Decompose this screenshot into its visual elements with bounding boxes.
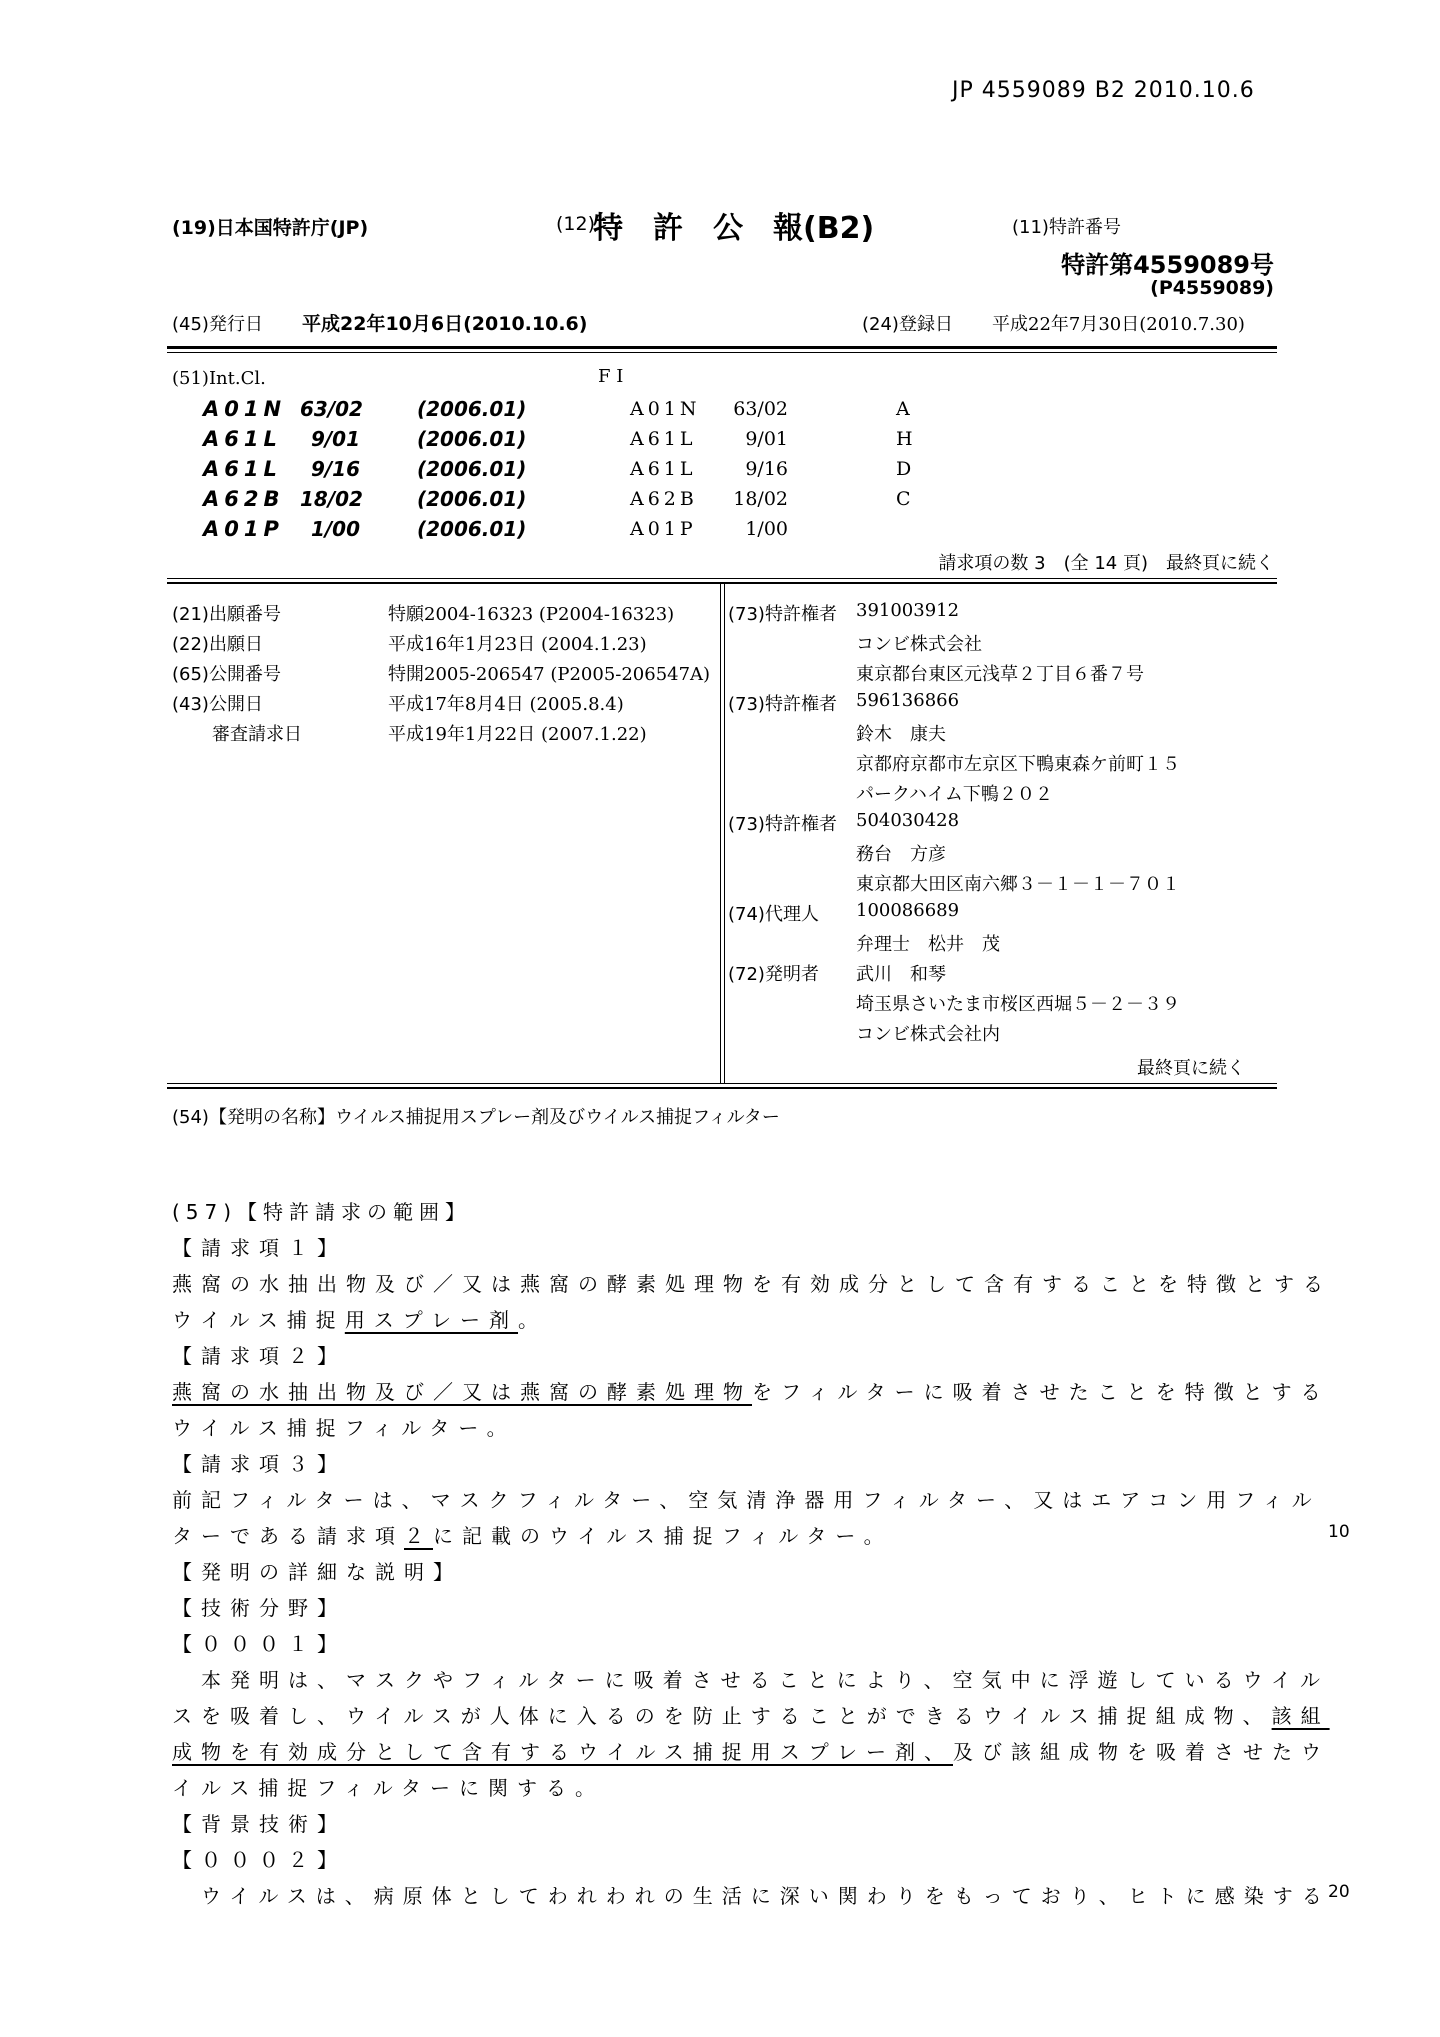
- body-text-underlined: 該組: [1271, 1704, 1330, 1728]
- field-value: 504030428: [856, 810, 960, 831]
- field-value: 武川 和琴: [856, 964, 946, 985]
- patent-number-label: (11)特許番号: [1012, 217, 1121, 238]
- field-value: 平成17年8月4日 (2005.8.4): [388, 694, 624, 715]
- patent-number: 特許第4559089号: [1061, 251, 1274, 279]
- field-label: (43)公開日: [172, 694, 263, 715]
- body-line: 燕窩の水抽出物及び／又は燕窩の酵素処理物を有効成分として含有することを特徴とする: [172, 1272, 1332, 1296]
- body-line: 【０００１】: [172, 1632, 346, 1656]
- body-line: [172, 1376, 1330, 1405]
- kind-number: (12): [556, 213, 596, 235]
- ipc-group: 63/02: [300, 397, 363, 421]
- field-label: (21)出願番号: [172, 604, 281, 625]
- field-value: 596136866: [856, 690, 960, 711]
- fi-group: 18/02: [733, 488, 788, 510]
- header-rule-thick: [167, 346, 1277, 349]
- intcl-label: (51)Int.Cl.: [172, 368, 266, 389]
- field-value: 鈴木 康夫: [856, 724, 946, 745]
- field-value: コンビ株式会社: [856, 634, 982, 655]
- document-id: JP 4559089 B2 2010.10.6: [952, 78, 1255, 103]
- body-text-underlined: 用スプレー剤: [344, 1308, 519, 1332]
- fi-tag: H: [896, 428, 913, 450]
- fi-code: A01P: [630, 518, 697, 540]
- ipc-version: (2006.01): [417, 517, 527, 541]
- body-text: スを吸着し、ウイルスが人体に入るのを防止することができるウイルス捕捉組成物、: [172, 1704, 1272, 1728]
- field-value: 東京都台東区元浅草２丁目６番７号: [856, 664, 1144, 685]
- invention-title: (54)【発明の名称】ウイルス捕捉用スプレー剤及びウイルス捕捉フィルター: [172, 1107, 780, 1128]
- fi-code: A01N: [630, 398, 701, 420]
- body-line: [172, 1304, 547, 1333]
- ipc-code: A61L: [203, 457, 282, 481]
- fi-group: 1/00: [745, 518, 788, 540]
- ipc-version: (2006.01): [417, 397, 527, 421]
- body-text: ウイルス捕捉: [172, 1308, 345, 1332]
- body-line: 【０００２】: [172, 1848, 346, 1872]
- fi-code: A62B: [630, 488, 698, 510]
- biblio-divider-2: [724, 584, 725, 1084]
- document-kind-title: 特 許 公 報(B2): [593, 211, 875, 246]
- biblio-continued: 最終頁に続く: [1137, 1058, 1245, 1079]
- field-value: 東京都大田区南六郷３－１－１－７０１: [856, 874, 1180, 895]
- body-line: イルス捕捉フィルターに関する。: [172, 1776, 604, 1800]
- ipc-group: 9/16: [310, 457, 360, 481]
- body-line: 【技術分野】: [172, 1596, 346, 1620]
- field-value: 平成19年1月22日 (2007.1.22): [388, 724, 647, 745]
- body-text: 及び該組成物を吸着させたウ: [953, 1740, 1330, 1764]
- body-text: 。: [518, 1308, 548, 1332]
- field-label: (65)公開番号: [172, 664, 281, 685]
- body-line: (57)【特許請求の範囲】: [172, 1200, 472, 1224]
- body-line: 【請求項２】: [172, 1344, 346, 1368]
- field-value: 京都府京都市左京区下鴨東森ケ前町１５: [856, 754, 1180, 775]
- body-text: をフィルターに吸着させたことを特徴とする: [752, 1380, 1330, 1404]
- biblio-divider-1: [720, 584, 721, 1084]
- body-line: ウイルスは、病原体としてわれわれの生活に深い関わりをもっており、ヒトに感染する: [172, 1884, 1331, 1908]
- body-text: ターである請求項: [172, 1524, 404, 1548]
- ipc-group: 1/00: [310, 517, 360, 541]
- issue-date-label: (45)発行日: [172, 314, 263, 335]
- fi-tag: A: [896, 398, 910, 420]
- body-line: [172, 1700, 1330, 1729]
- ipc-version: (2006.01): [417, 427, 527, 451]
- biblio-rule-top-2: [167, 582, 1277, 584]
- fi-group: 9/01: [745, 428, 788, 450]
- ipc-group: 18/02: [300, 487, 363, 511]
- ipc-version: (2006.01): [417, 457, 527, 481]
- field-label: (22)出願日: [172, 634, 263, 655]
- ipc-code: A61L: [203, 427, 282, 451]
- body-text-underlined: 燕窩の水抽出物及び／又は燕窩の酵素処理物: [172, 1380, 752, 1404]
- fi-code: A61L: [630, 428, 697, 450]
- biblio-rule-bottom-1: [167, 1083, 1277, 1084]
- field-value: 100086689: [856, 900, 960, 921]
- body-text: に記載のウイルス捕捉フィルター。: [433, 1524, 893, 1548]
- field-value: 特願2004-16323 (P2004-16323): [388, 604, 675, 625]
- fi-label: F I: [598, 366, 624, 387]
- fi-tag: C: [896, 488, 911, 510]
- issuing-office: (19)日本国特許庁(JP): [172, 217, 369, 239]
- field-label: 審査請求日: [212, 724, 302, 745]
- field-value: 務台 方彦: [856, 844, 946, 865]
- margin-line-number: 10: [1328, 1522, 1350, 1542]
- body-line: 【発明の詳細な説明】: [172, 1560, 462, 1584]
- header-rule-thin: [167, 352, 1277, 353]
- body-line: 本発明は、マスクやフィルターに吸着させることにより、空気中に浮遊しているウイル: [172, 1668, 1329, 1692]
- fi-group: 63/02: [733, 398, 788, 420]
- body-line: ウイルス捕捉フィルター。: [172, 1416, 516, 1440]
- biblio-rule-top-1: [167, 578, 1277, 579]
- fi-tag: D: [896, 458, 912, 480]
- field-label: (73)特許権者: [728, 694, 837, 715]
- registration-date-label: (24)登録日: [862, 314, 953, 335]
- registration-date: 平成22年7月30日(2010.7.30): [992, 314, 1245, 335]
- body-line: 【請求項３】: [172, 1452, 346, 1476]
- body-line: 【背景技術】: [172, 1812, 346, 1836]
- field-label: (73)特許権者: [728, 814, 837, 835]
- body-line: 前記フィルターは、マスクフィルター、空気清浄器用フィルター、又はエアコン用フィル: [172, 1488, 1321, 1512]
- field-value: コンビ株式会社内: [856, 1024, 1000, 1045]
- ipc-group: 9/01: [310, 427, 360, 451]
- body-text-underlined: 成物を有効成分として含有するウイルス捕捉用スプレー剤、: [172, 1740, 953, 1764]
- biblio-rule-bottom-2: [167, 1087, 1277, 1089]
- ipc-version: (2006.01): [417, 487, 527, 511]
- margin-line-number: 20: [1328, 1882, 1350, 1902]
- field-value: 特開2005-206547 (P2005-206547A): [388, 664, 711, 685]
- body-line: [172, 1736, 1330, 1765]
- body-text-underlined: ２: [404, 1524, 433, 1548]
- field-label: (73)特許権者: [728, 604, 837, 625]
- ipc-code: A01N: [203, 397, 287, 421]
- field-value: 391003912: [856, 600, 960, 621]
- ipc-code: A01P: [203, 517, 284, 541]
- fi-group: 9/16: [745, 458, 788, 480]
- field-value: パークハイム下鴨２０２: [856, 784, 1053, 805]
- field-label: (72)発明者: [728, 964, 819, 985]
- body-line: [172, 1520, 893, 1549]
- claims-count: 請求項の数 3 (全 14 頁) 最終頁に続く: [938, 553, 1274, 574]
- ipc-code: A62B: [203, 487, 285, 511]
- issue-date: 平成22年10月6日(2010.10.6): [302, 313, 588, 335]
- field-label: (74)代理人: [728, 904, 819, 925]
- field-value: 平成16年1月23日 (2004.1.23): [388, 634, 647, 655]
- field-value: 埼玉県さいたま市桜区西堀５－２－３９: [856, 994, 1180, 1015]
- field-value: 弁理士 松井 茂: [856, 934, 1000, 955]
- body-line: 【請求項１】: [172, 1236, 346, 1260]
- patent-number-alt: (P4559089): [1150, 277, 1274, 299]
- fi-code: A61L: [630, 458, 697, 480]
